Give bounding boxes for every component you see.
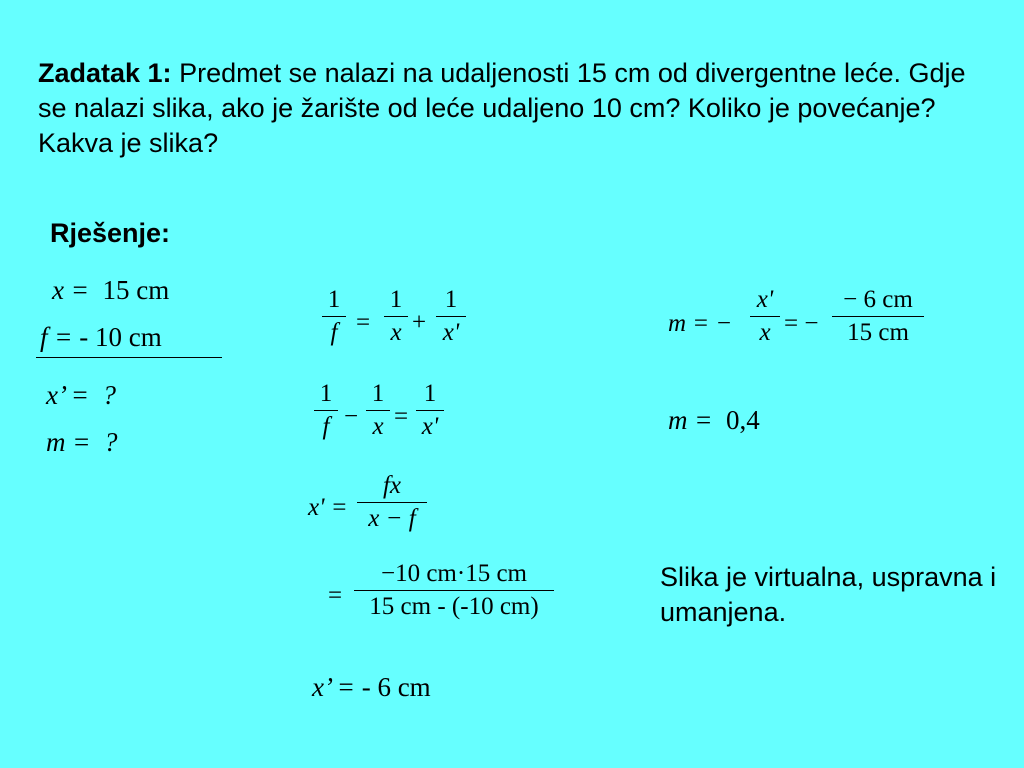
num-val: − 6 cm <box>843 286 913 313</box>
unknown-m <box>46 427 117 458</box>
rearr-minus: − <box>344 403 359 430</box>
task-label: Zadatak 1: <box>38 58 172 88</box>
lens-frac-1-xp <box>436 286 466 347</box>
lens-frac-1-f <box>322 286 346 347</box>
den-calc: 15 cm - (-10 cm) <box>369 593 539 620</box>
den-val: 15 cm <box>847 319 909 346</box>
result-xp-symbol: x’ = <box>312 672 355 702</box>
given-f-symbol: f = <box>40 322 73 352</box>
num-xp: x' <box>756 286 774 313</box>
den-x: x <box>759 319 771 346</box>
solution-heading: Rješenje: <box>50 218 171 248</box>
result-m-symbol: m = <box>668 405 713 435</box>
den-f: f <box>330 319 338 346</box>
den-f: f <box>322 413 330 440</box>
given-x-value: 15 cm <box>102 275 170 305</box>
den-xp: x' <box>442 319 460 346</box>
unknown-xp-symbol: x’ = <box>46 380 89 410</box>
lens-eq: = <box>356 309 371 336</box>
conclusion-text: Slika je virtualna, uspravna i umanjena. <box>660 562 997 627</box>
unknown-m-value: ? <box>103 427 118 457</box>
num-one: 1 <box>389 286 403 313</box>
unknown-m-symbol: m = <box>46 427 91 457</box>
den-xp: x' <box>421 413 439 440</box>
result-m <box>668 405 760 436</box>
num-one: 1 <box>327 286 341 313</box>
mag-lhs <box>668 310 732 338</box>
num-one: 1 <box>319 380 333 407</box>
rearr-frac-1-x <box>366 380 390 441</box>
given-f-value: - 10 cm <box>79 322 162 352</box>
given-divider <box>36 357 222 358</box>
mag-mid: = − <box>784 310 819 337</box>
result-xp <box>312 672 431 703</box>
rearr-frac-1-f <box>314 380 338 441</box>
num-one: 1 <box>444 286 458 313</box>
num-one: 1 <box>423 380 437 407</box>
den-x: x <box>372 413 384 440</box>
num-fx: fx <box>382 472 402 499</box>
calc-eq: = <box>328 582 343 609</box>
mag-frac-xp-x <box>750 286 780 347</box>
calc-frac <box>354 560 554 621</box>
lens-plus: + <box>412 309 427 336</box>
solve-frac-fx <box>357 472 427 533</box>
given-x <box>52 275 169 306</box>
task-statement <box>38 56 998 161</box>
given-x-symbol: x = <box>52 275 89 305</box>
result-xp-value: - 6 cm <box>361 672 431 702</box>
lens-frac-1-x <box>384 286 408 347</box>
den-x-minus-f: x − f <box>368 505 416 532</box>
result-m-value: 0,4 <box>725 405 760 435</box>
den-x: x <box>390 319 402 346</box>
num-one: 1 <box>371 380 385 407</box>
task-text: Predmet se nalazi na udaljenosti 15 cm od divergentne leće. Gdje se nalazi slika, ako je žarište od leće udaljeno 10 cm? Koliko je povećanje? Kakva je slika? <box>38 58 966 158</box>
solve-xp-lhs: x' = <box>308 494 348 521</box>
given-f <box>40 322 162 353</box>
rearr-eq: = <box>394 403 409 430</box>
mag-frac-values <box>832 286 924 347</box>
unknown-xp <box>46 380 116 411</box>
rearr-frac-1-xp <box>416 380 444 441</box>
num-calc: −10 cm·15 cm <box>380 560 527 587</box>
mag-lhs-text: m = − <box>668 310 733 337</box>
unknown-xp-value: ? <box>102 380 116 410</box>
